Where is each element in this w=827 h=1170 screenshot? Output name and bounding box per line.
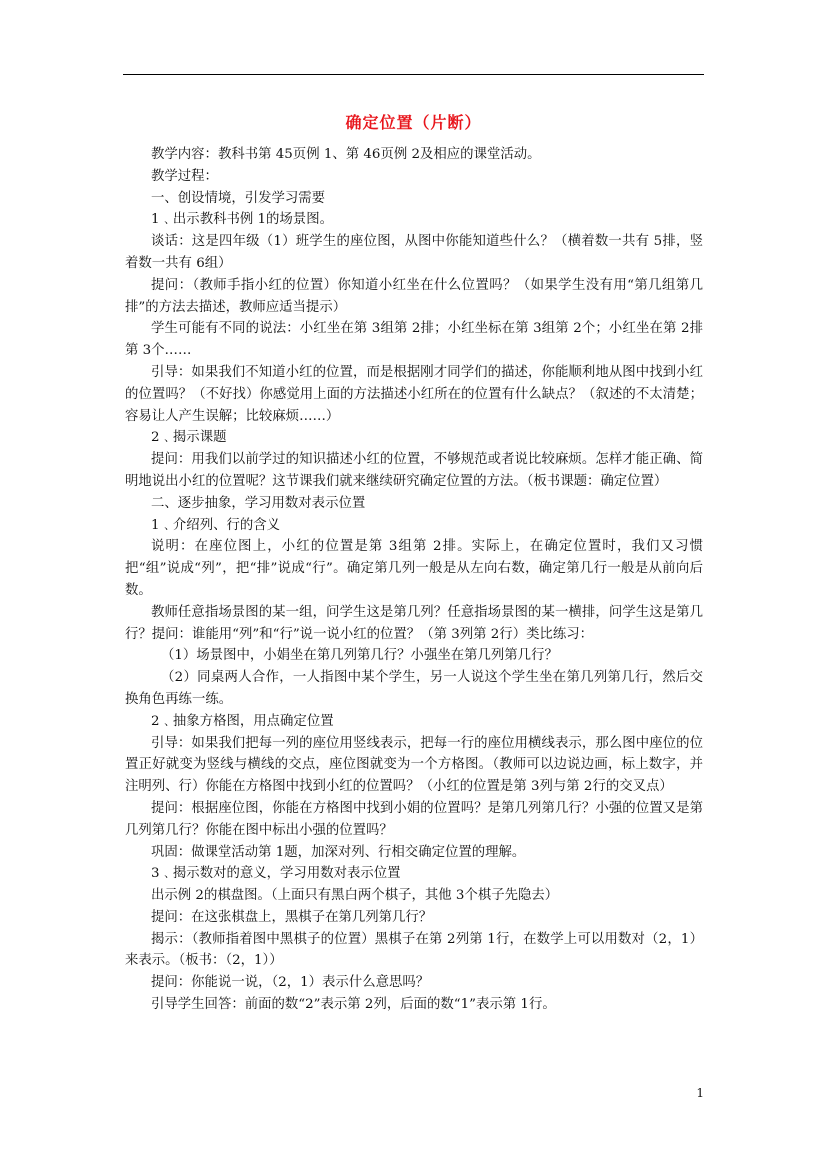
document-body [125, 144, 703, 1016]
exercise-item: （1）场景图中，小娟坐在第几列第几行？小强坐在第几列第几行？ [161, 648, 558, 664]
paragraph: 学生可能有不同的说法：小红坐在第 3组第 2排；小红坐标在第 3组第 2个；小红坐在第 2排第 3个…… [125, 321, 703, 359]
paragraph: 教学内容：教科书第 45页例 1、第 46页例 2及相应的课堂活动。 [151, 147, 541, 162]
subsection-heading: 2﹑抽象方格图，用点确定位置 [151, 713, 334, 729]
paragraph: 揭示：（教师指着图中黑棋子的位置）黑棋子在第 2列第 1行，在数学上可以用数对（2，1）来表示。（板书：（2，1）） [125, 931, 703, 969]
paragraph: 引导学生回答：前面的数“2”表示第 2列，后面的数“1”表示第 1行。 [151, 997, 556, 1013]
paragraph: 出示例 2的棋盘图。（上面只有黑白两个棋子，其他 3个棋子先隐去） [151, 888, 559, 904]
paragraph: 提问：用我们以前学过的知识描述小红的位置，不够规范或者说比较麻烦。怎样才能正确、简明地说出小红的位置呢？这节课我们就来继续研究确定位置的方法。（板书课题：确定位置） [125, 452, 703, 489]
paragraph: 提问：在这张棋盘上，黑棋子在第几列第几行？ [151, 909, 433, 925]
page-number: 1 [696, 1086, 704, 1100]
paragraph: 提问：根据座位图，你能在方格图中找到小娟的位置吗？是第几列第几行？小强的位置又是第几列第几行？你能在图中标出小强的位置吗？ [125, 800, 703, 838]
paragraph: 教师任意指场景图的某一组，问学生这是第几列？任意指场景图的某一横排，问学生这是第几行？提问：谁能用“列”和“行”说一说小红的位置？（第 3列第 2行）类比练习： [125, 604, 703, 642]
subsection-heading: 1﹑出示教科书例 1的场景图。 [151, 212, 333, 228]
paragraph: 说明：在座位图上，小红的位置是第 3组第 2排。实际上，在确定位置时，我们又习惯把“组”说成“列”，把“排”说成“行”。确定第几列一般是从左向右数，确定第几行一般是从前向后数。 [125, 539, 703, 598]
paragraph: 提问：（教师手指小红的位置）你知道小红坐在什么位置吗？（如果学生没有用“第几组第几排”的方法去描述，教师应适当提示） [125, 277, 703, 315]
paragraph: 引导：如果我们不知道小红的位置，而是根据刚才同学们的描述，你能顺利地从图中找到小红的位置吗？（不好找）你感觉用上面的方法描述小红所在的位置有什么缺点？（叙述的不太清楚；容易让人产生误解；比较麻烦……） [125, 364, 703, 424]
paragraph: 教学过程： [151, 168, 218, 184]
paragraph: 谈话：这是四年级（1）班学生的座位图，从图中你能知道些什么？（横着数一共有 5排，竖着数一共有 6组） [125, 234, 703, 271]
subsection-heading: 1﹑介绍列、行的含义 [151, 517, 281, 533]
subsection-heading: 2﹑揭示课题 [151, 430, 227, 446]
paragraph: 巩固：做课堂活动第 1题，加深对列、行相交确定位置的理解。 [151, 844, 526, 860]
subsection-heading: 3﹑揭示数对的意义，学习用数对表示位置 [151, 866, 401, 882]
section-heading: 一、创设情境，引发学习需要 [151, 190, 326, 206]
exercise-item: （2）同桌两人合作，一人指图中某个学生，另一人说这个学生坐在第几列第几行，然后交换角色再练一练。 [125, 670, 703, 707]
section-heading: 二、逐步抽象，学习用数对表示位置 [151, 495, 366, 511]
header-rule [123, 74, 704, 75]
paragraph: 提问：你能说一说，（2，1）表示什么意思吗？ [151, 975, 430, 991]
document-title: 确定位置（片断） [345, 113, 482, 132]
paragraph: 引导：如果我们把每一列的座位用竖线表示，把每一行的座位用横线表示，那么图中座位的位置正好就变为竖线与横线的交点，座位图就变为一个方格图。（教师可以边说边画，标上数字，并注明列、行）你能在方格图中找到小红的位置吗？（小红的位置是第 3列与第 2行的交叉点） [125, 735, 703, 795]
